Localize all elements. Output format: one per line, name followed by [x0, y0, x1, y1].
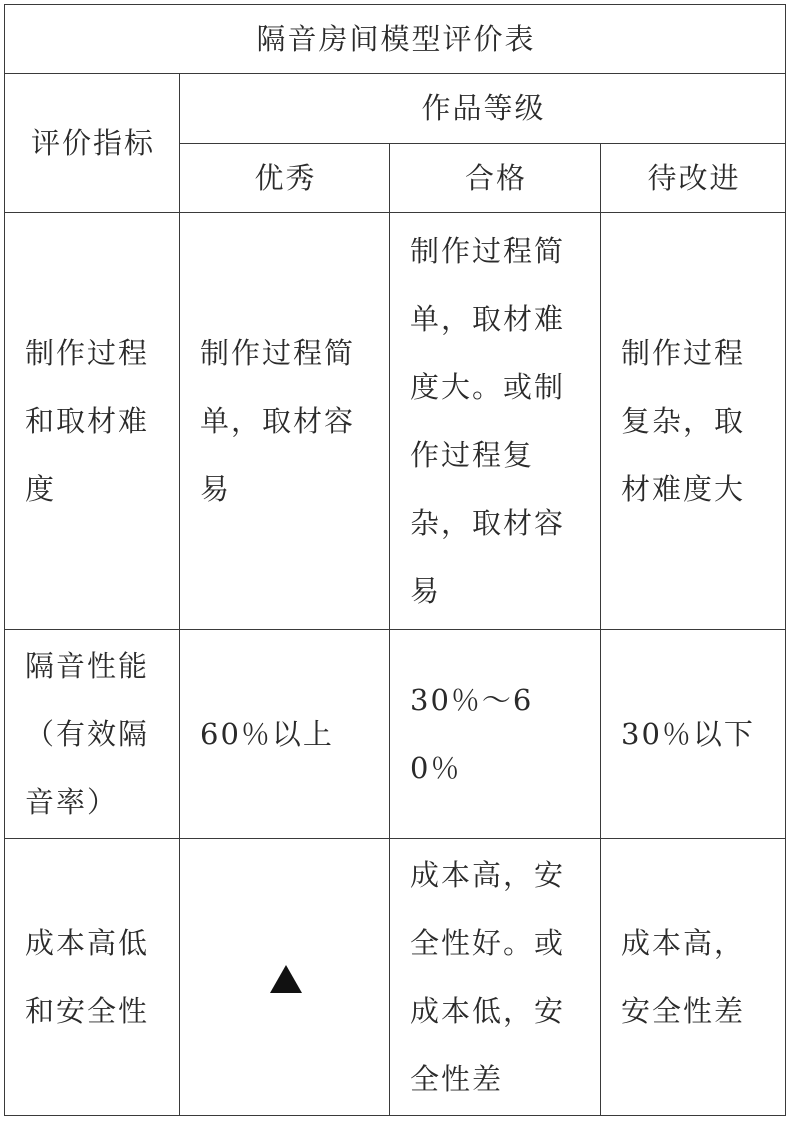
- header-row-1: [5, 74, 786, 144]
- table-cell: 制作过程简单，取材难度大。或制作过程复杂，取材容易: [390, 213, 601, 630]
- table-cell: 制作过程复杂，取材难度大: [601, 213, 786, 630]
- grade-pass: 合格: [390, 143, 601, 213]
- grade-improve: 待改进: [601, 143, 786, 213]
- row-indicator: 隔音性能（有效隔音率）: [5, 630, 180, 839]
- table-cell: 成本高，安全性好。或成本低，安全性差: [390, 839, 601, 1116]
- table-cell: 30％～60％: [390, 630, 601, 839]
- filled-triangle-icon: [270, 965, 302, 993]
- table-row: [5, 839, 786, 1116]
- table-cell: 成本高，安全性差: [601, 839, 786, 1116]
- grade-header: 作品等级: [180, 74, 786, 144]
- table-row: [5, 630, 786, 839]
- indicator-header: 评价指标: [5, 74, 180, 213]
- table-cell: 30％以下: [601, 630, 786, 839]
- table-cell: 制作过程简单，取材容易: [180, 213, 390, 630]
- table-row: [5, 213, 786, 630]
- table-cell-placeholder: [180, 839, 390, 1116]
- evaluation-table: [4, 4, 786, 1116]
- table-cell: 60％以上: [180, 630, 390, 839]
- table-title-row: [5, 5, 786, 74]
- table-title: 隔音房间模型评价表: [5, 5, 786, 74]
- grade-excellent: 优秀: [180, 143, 390, 213]
- row-indicator: 制作过程和取材难度: [5, 213, 180, 630]
- row-indicator: 成本高低和安全性: [5, 839, 180, 1116]
